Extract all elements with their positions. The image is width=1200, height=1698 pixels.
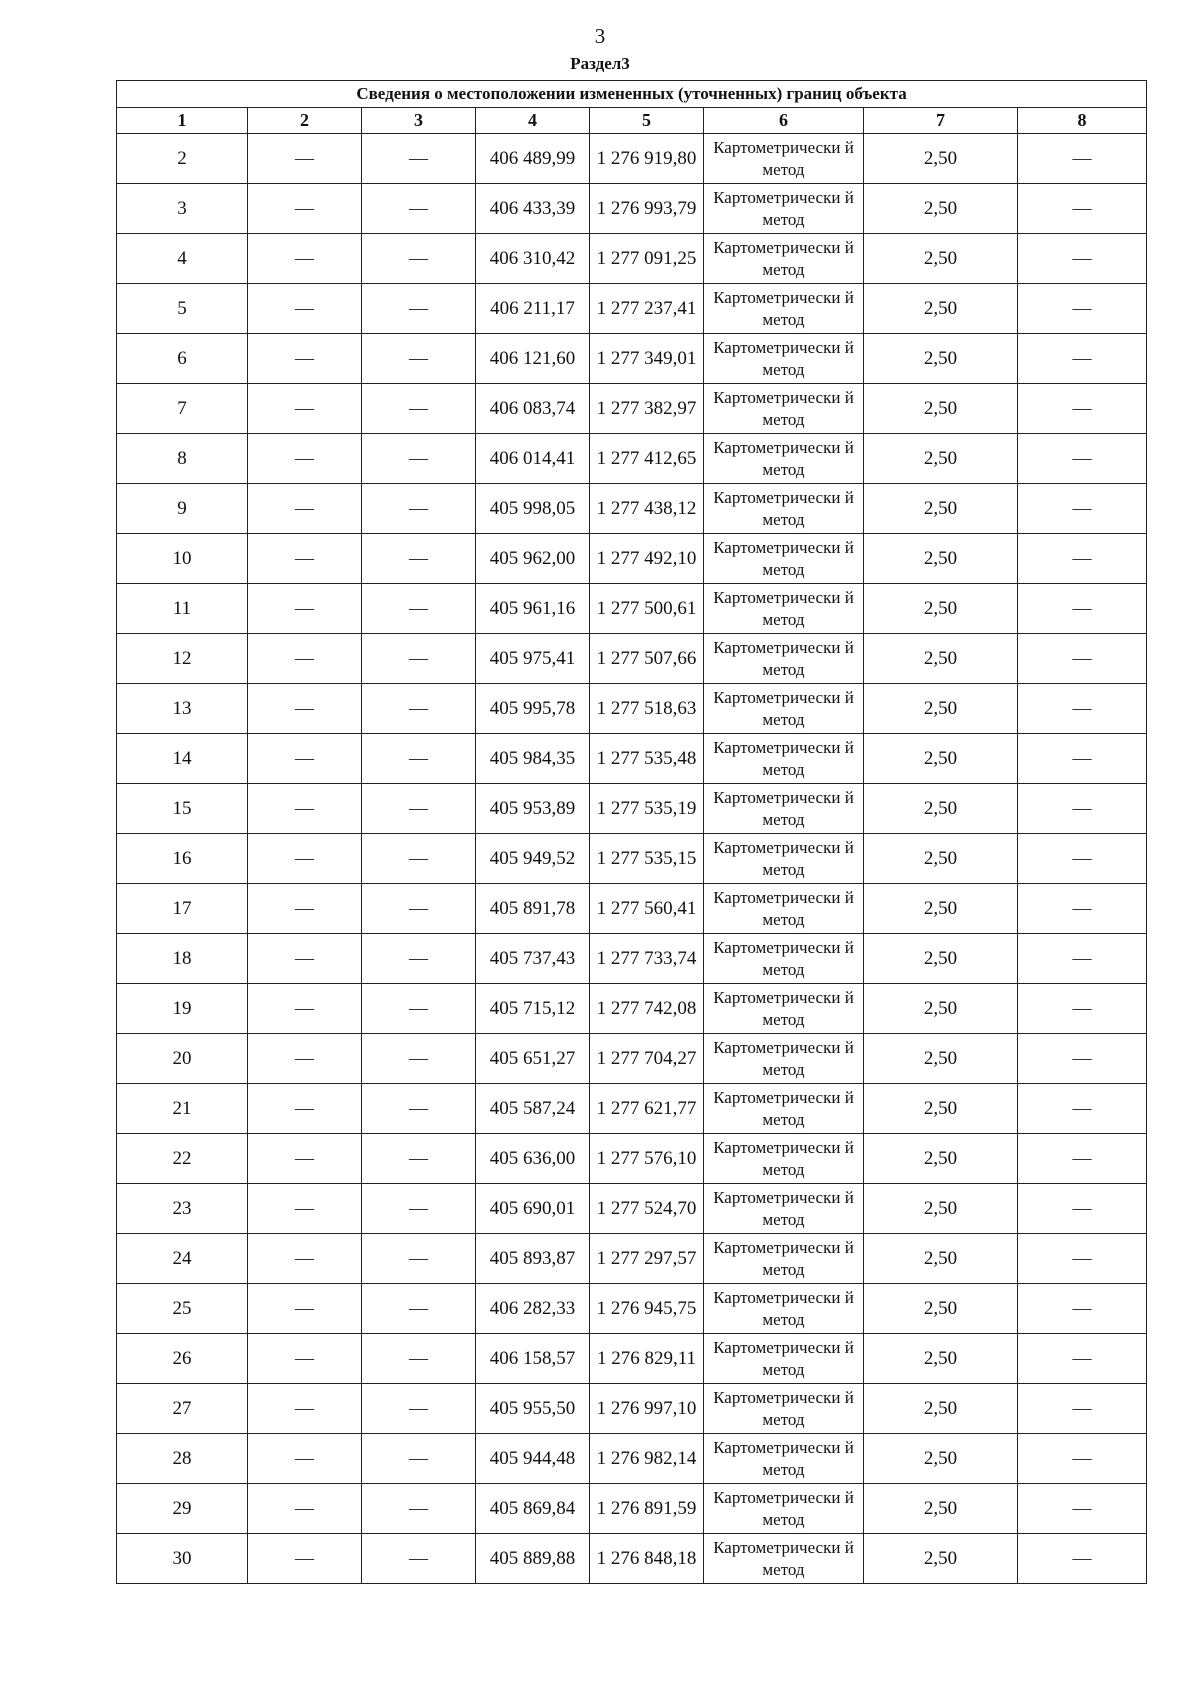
y-coordinate-cell: 1 277 621,77 [590, 1084, 704, 1134]
y-coordinate-cell: 1 276 982,14 [590, 1434, 704, 1484]
dash-cell: — [362, 184, 476, 234]
method-cell: Картометрически й метод [704, 1134, 864, 1184]
table-row [117, 1434, 1147, 1484]
method-cell: Картометрически й метод [704, 384, 864, 434]
y-coordinate-cell: 1 276 891,59 [590, 1484, 704, 1534]
accuracy-cell: 2,50 [864, 934, 1018, 984]
table-row [117, 184, 1147, 234]
column-number: 4 [476, 108, 590, 134]
dash-cell: — [248, 984, 362, 1034]
x-coordinate-cell: 405 891,78 [476, 884, 590, 934]
method-cell: Картометрически й метод [704, 584, 864, 634]
accuracy-cell: 2,50 [864, 534, 1018, 584]
dash-cell: — [248, 634, 362, 684]
accuracy-cell: 2,50 [864, 984, 1018, 1034]
x-coordinate-cell: 405 651,27 [476, 1034, 590, 1084]
accuracy-cell: 2,50 [864, 1084, 1018, 1134]
dash-cell: — [1018, 884, 1147, 934]
table-row [117, 1384, 1147, 1434]
x-coordinate-cell: 405 975,41 [476, 634, 590, 684]
dash-cell: — [362, 1384, 476, 1434]
table-row [117, 384, 1147, 434]
method-cell: Картометрически й метод [704, 234, 864, 284]
y-coordinate-cell: 1 277 507,66 [590, 634, 704, 684]
method-cell: Картометрически й метод [704, 884, 864, 934]
dash-cell: — [362, 1284, 476, 1334]
table-row [117, 634, 1147, 684]
method-cell: Картометрически й метод [704, 484, 864, 534]
dash-cell: — [362, 1084, 476, 1134]
dash-cell: — [248, 1534, 362, 1584]
accuracy-cell: 2,50 [864, 434, 1018, 484]
y-coordinate-cell: 1 276 919,80 [590, 134, 704, 184]
dash-cell: — [248, 1234, 362, 1284]
accuracy-cell: 2,50 [864, 1434, 1018, 1484]
dash-cell: — [362, 1534, 476, 1584]
method-cell: Картометрически й метод [704, 1184, 864, 1234]
y-coordinate-cell: 1 277 438,12 [590, 484, 704, 534]
method-cell: Картометрически й метод [704, 1334, 864, 1384]
table-row [117, 484, 1147, 534]
dash-cell: — [362, 234, 476, 284]
point-number-cell: 8 [117, 434, 248, 484]
dash-cell: — [248, 1384, 362, 1434]
table-row [117, 584, 1147, 634]
dash-cell: — [362, 484, 476, 534]
table-row [117, 1134, 1147, 1184]
dash-cell: — [248, 734, 362, 784]
dash-cell: — [248, 1134, 362, 1184]
dash-cell: — [362, 1334, 476, 1384]
y-coordinate-cell: 1 277 535,19 [590, 784, 704, 834]
dash-cell: — [362, 134, 476, 184]
accuracy-cell: 2,50 [864, 734, 1018, 784]
dash-cell: — [1018, 134, 1147, 184]
y-coordinate-cell: 1 276 997,10 [590, 1384, 704, 1434]
x-coordinate-cell: 405 953,89 [476, 784, 590, 834]
dash-cell: — [362, 1034, 476, 1084]
dash-cell: — [248, 434, 362, 484]
point-number-cell: 16 [117, 834, 248, 884]
table-row [117, 284, 1147, 334]
dash-cell: — [362, 834, 476, 884]
method-cell: Картометрически й метод [704, 284, 864, 334]
dash-cell: — [248, 384, 362, 434]
dash-cell: — [1018, 1034, 1147, 1084]
dash-cell: — [248, 584, 362, 634]
y-coordinate-cell: 1 277 524,70 [590, 1184, 704, 1234]
accuracy-cell: 2,50 [864, 1484, 1018, 1534]
table-row [117, 784, 1147, 834]
point-number-cell: 14 [117, 734, 248, 784]
y-coordinate-cell: 1 276 945,75 [590, 1284, 704, 1334]
point-number-cell: 24 [117, 1234, 248, 1284]
table-row [117, 334, 1147, 384]
x-coordinate-cell: 405 893,87 [476, 1234, 590, 1284]
dash-cell: — [248, 484, 362, 534]
dash-cell: — [248, 1034, 362, 1084]
method-cell: Картометрически й метод [704, 1484, 864, 1534]
accuracy-cell: 2,50 [864, 484, 1018, 534]
dash-cell: — [248, 184, 362, 234]
point-number-cell: 17 [117, 884, 248, 934]
dash-cell: — [1018, 634, 1147, 684]
table-row [117, 1234, 1147, 1284]
table-row [117, 1284, 1147, 1334]
method-cell: Картометрически й метод [704, 1034, 864, 1084]
y-coordinate-cell: 1 276 993,79 [590, 184, 704, 234]
dash-cell: — [362, 684, 476, 734]
table-row [117, 884, 1147, 934]
x-coordinate-cell: 406 158,57 [476, 1334, 590, 1384]
boundary-coordinates-table [116, 80, 1147, 1584]
accuracy-cell: 2,50 [864, 1134, 1018, 1184]
column-numbers-row [117, 108, 1147, 134]
accuracy-cell: 2,50 [864, 634, 1018, 684]
dash-cell: — [248, 934, 362, 984]
column-number: 8 [1018, 108, 1147, 134]
accuracy-cell: 2,50 [864, 184, 1018, 234]
dash-cell: — [1018, 1534, 1147, 1584]
table-row [117, 534, 1147, 584]
dash-cell: — [1018, 1234, 1147, 1284]
y-coordinate-cell: 1 277 742,08 [590, 984, 704, 1034]
dash-cell: — [1018, 1134, 1147, 1184]
dash-cell: — [1018, 1384, 1147, 1434]
dash-cell: — [248, 1084, 362, 1134]
table-row [117, 934, 1147, 984]
dash-cell: — [362, 434, 476, 484]
table-row [117, 1334, 1147, 1384]
column-number: 5 [590, 108, 704, 134]
dash-cell: — [1018, 1184, 1147, 1234]
table-row [117, 1484, 1147, 1534]
dash-cell: — [362, 984, 476, 1034]
accuracy-cell: 2,50 [864, 1234, 1018, 1284]
point-number-cell: 6 [117, 334, 248, 384]
y-coordinate-cell: 1 277 412,65 [590, 434, 704, 484]
accuracy-cell: 2,50 [864, 1034, 1018, 1084]
point-number-cell: 9 [117, 484, 248, 534]
column-number: 3 [362, 108, 476, 134]
dash-cell: — [248, 1284, 362, 1334]
x-coordinate-cell: 406 489,99 [476, 134, 590, 184]
x-coordinate-cell: 405 869,84 [476, 1484, 590, 1534]
accuracy-cell: 2,50 [864, 784, 1018, 834]
x-coordinate-cell: 405 587,24 [476, 1084, 590, 1134]
accuracy-cell: 2,50 [864, 234, 1018, 284]
dash-cell: — [362, 934, 476, 984]
method-cell: Картометрически й метод [704, 334, 864, 384]
point-number-cell: 18 [117, 934, 248, 984]
point-number-cell: 27 [117, 1384, 248, 1434]
dash-cell: — [1018, 984, 1147, 1034]
dash-cell: — [248, 1334, 362, 1384]
x-coordinate-cell: 405 995,78 [476, 684, 590, 734]
x-coordinate-cell: 405 944,48 [476, 1434, 590, 1484]
x-coordinate-cell: 405 889,88 [476, 1534, 590, 1584]
method-cell: Картометрически й метод [704, 934, 864, 984]
method-cell: Картометрически й метод [704, 1284, 864, 1334]
point-number-cell: 26 [117, 1334, 248, 1384]
x-coordinate-cell: 405 949,52 [476, 834, 590, 884]
section-title: Раздел3 [570, 54, 630, 73]
method-cell: Картометрически й метод [704, 1534, 864, 1584]
y-coordinate-cell: 1 277 535,48 [590, 734, 704, 784]
y-coordinate-cell: 1 277 518,63 [590, 684, 704, 734]
dash-cell: — [248, 684, 362, 734]
y-coordinate-cell: 1 277 349,01 [590, 334, 704, 384]
x-coordinate-cell: 405 998,05 [476, 484, 590, 534]
x-coordinate-cell: 406 121,60 [476, 334, 590, 384]
method-cell: Картометрически й метод [704, 134, 864, 184]
point-number-cell: 10 [117, 534, 248, 584]
point-number-cell: 4 [117, 234, 248, 284]
y-coordinate-cell: 1 277 733,74 [590, 934, 704, 984]
y-coordinate-cell: 1 277 576,10 [590, 1134, 704, 1184]
method-cell: Картометрически й метод [704, 434, 864, 484]
dash-cell: — [1018, 234, 1147, 284]
y-coordinate-cell: 1 277 091,25 [590, 234, 704, 284]
point-number-cell: 2 [117, 134, 248, 184]
method-cell: Картометрически й метод [704, 784, 864, 834]
method-cell: Картометрически й метод [704, 1434, 864, 1484]
dash-cell: — [1018, 284, 1147, 334]
method-cell: Картометрически й метод [704, 534, 864, 584]
table-body [117, 134, 1147, 1584]
x-coordinate-cell: 406 282,33 [476, 1284, 590, 1334]
dash-cell: — [362, 1184, 476, 1234]
dash-cell: — [362, 1134, 476, 1184]
table-caption: Сведения о местоположении измененных (уточненных) границ объекта [117, 81, 1147, 108]
point-number-cell: 23 [117, 1184, 248, 1234]
dash-cell: — [362, 334, 476, 384]
point-number-cell: 11 [117, 584, 248, 634]
x-coordinate-cell: 406 211,17 [476, 284, 590, 334]
dash-cell: — [1018, 734, 1147, 784]
dash-cell: — [362, 1434, 476, 1484]
table-row [117, 134, 1147, 184]
point-number-cell: 30 [117, 1534, 248, 1584]
y-coordinate-cell: 1 277 535,15 [590, 834, 704, 884]
dash-cell: — [248, 134, 362, 184]
table-row [117, 984, 1147, 1034]
dash-cell: — [1018, 434, 1147, 484]
dash-cell: — [362, 634, 476, 684]
table-row [117, 434, 1147, 484]
x-coordinate-cell: 405 984,35 [476, 734, 590, 784]
y-coordinate-cell: 1 277 560,41 [590, 884, 704, 934]
y-coordinate-cell: 1 276 829,11 [590, 1334, 704, 1384]
dash-cell: — [362, 284, 476, 334]
dash-cell: — [1018, 1084, 1147, 1134]
dash-cell: — [248, 284, 362, 334]
dash-cell: — [1018, 934, 1147, 984]
dash-cell: — [248, 1484, 362, 1534]
x-coordinate-cell: 406 014,41 [476, 434, 590, 484]
dash-cell: — [248, 334, 362, 384]
column-number: 7 [864, 108, 1018, 134]
x-coordinate-cell: 406 433,39 [476, 184, 590, 234]
x-coordinate-cell: 405 715,12 [476, 984, 590, 1034]
y-coordinate-cell: 1 277 500,61 [590, 584, 704, 634]
point-number-cell: 22 [117, 1134, 248, 1184]
table-row [117, 1534, 1147, 1584]
accuracy-cell: 2,50 [864, 1334, 1018, 1384]
dash-cell: — [362, 784, 476, 834]
dash-cell: — [1018, 384, 1147, 434]
accuracy-cell: 2,50 [864, 834, 1018, 884]
y-coordinate-cell: 1 277 237,41 [590, 284, 704, 334]
point-number-cell: 21 [117, 1084, 248, 1134]
dash-cell: — [1018, 584, 1147, 634]
dash-cell: — [248, 784, 362, 834]
x-coordinate-cell: 405 961,16 [476, 584, 590, 634]
table-row [117, 234, 1147, 284]
page-number: 3 [594, 24, 606, 48]
point-number-cell: 25 [117, 1284, 248, 1334]
accuracy-cell: 2,50 [864, 884, 1018, 934]
x-coordinate-cell: 405 737,43 [476, 934, 590, 984]
accuracy-cell: 2,50 [864, 1184, 1018, 1234]
point-number-cell: 5 [117, 284, 248, 334]
method-cell: Картометрически й метод [704, 984, 864, 1034]
dash-cell: — [248, 534, 362, 584]
method-cell: Картометрически й метод [704, 184, 864, 234]
dash-cell: — [1018, 1484, 1147, 1534]
x-coordinate-cell: 405 636,00 [476, 1134, 590, 1184]
dash-cell: — [1018, 1434, 1147, 1484]
accuracy-cell: 2,50 [864, 1284, 1018, 1334]
y-coordinate-cell: 1 277 297,57 [590, 1234, 704, 1284]
dash-cell: — [362, 1234, 476, 1284]
dash-cell: — [1018, 534, 1147, 584]
accuracy-cell: 2,50 [864, 684, 1018, 734]
dash-cell: — [1018, 184, 1147, 234]
x-coordinate-cell: 405 955,50 [476, 1384, 590, 1434]
table-row [117, 1034, 1147, 1084]
x-coordinate-cell: 405 690,01 [476, 1184, 590, 1234]
dash-cell: — [1018, 334, 1147, 384]
dash-cell: — [362, 584, 476, 634]
dash-cell: — [362, 1484, 476, 1534]
table-row [117, 734, 1147, 784]
accuracy-cell: 2,50 [864, 1534, 1018, 1584]
method-cell: Картометрически й метод [704, 1384, 864, 1434]
dash-cell: — [362, 884, 476, 934]
y-coordinate-cell: 1 277 382,97 [590, 384, 704, 434]
accuracy-cell: 2,50 [864, 1384, 1018, 1434]
point-number-cell: 12 [117, 634, 248, 684]
method-cell: Картометрически й метод [704, 1234, 864, 1284]
dash-cell: — [362, 734, 476, 784]
accuracy-cell: 2,50 [864, 134, 1018, 184]
point-number-cell: 7 [117, 384, 248, 434]
table-row [117, 1084, 1147, 1134]
dash-cell: — [1018, 1284, 1147, 1334]
method-cell: Картометрически й метод [704, 834, 864, 884]
point-number-cell: 20 [117, 1034, 248, 1084]
point-number-cell: 3 [117, 184, 248, 234]
dash-cell: — [248, 1434, 362, 1484]
table-row [117, 684, 1147, 734]
dash-cell: — [248, 884, 362, 934]
column-number: 1 [117, 108, 248, 134]
dash-cell: — [1018, 684, 1147, 734]
point-number-cell: 28 [117, 1434, 248, 1484]
dash-cell: — [1018, 484, 1147, 534]
x-coordinate-cell: 405 962,00 [476, 534, 590, 584]
y-coordinate-cell: 1 277 492,10 [590, 534, 704, 584]
dash-cell: — [1018, 784, 1147, 834]
column-number: 2 [248, 108, 362, 134]
method-cell: Картометрически й метод [704, 684, 864, 734]
accuracy-cell: 2,50 [864, 334, 1018, 384]
column-number: 6 [704, 108, 864, 134]
point-number-cell: 29 [117, 1484, 248, 1534]
y-coordinate-cell: 1 277 704,27 [590, 1034, 704, 1084]
dash-cell: — [248, 234, 362, 284]
point-number-cell: 15 [117, 784, 248, 834]
accuracy-cell: 2,50 [864, 284, 1018, 334]
point-number-cell: 19 [117, 984, 248, 1034]
y-coordinate-cell: 1 276 848,18 [590, 1534, 704, 1584]
dash-cell: — [1018, 834, 1147, 884]
method-cell: Картометрически й метод [704, 734, 864, 784]
dash-cell: — [362, 384, 476, 434]
x-coordinate-cell: 406 083,74 [476, 384, 590, 434]
table-header [117, 81, 1147, 134]
x-coordinate-cell: 406 310,42 [476, 234, 590, 284]
dash-cell: — [1018, 1334, 1147, 1384]
dash-cell: — [248, 1184, 362, 1234]
method-cell: Картометрически й метод [704, 1084, 864, 1134]
method-cell: Картометрически й метод [704, 634, 864, 684]
point-number-cell: 13 [117, 684, 248, 734]
table-row [117, 1184, 1147, 1234]
accuracy-cell: 2,50 [864, 384, 1018, 434]
accuracy-cell: 2,50 [864, 584, 1018, 634]
dash-cell: — [362, 534, 476, 584]
table-row [117, 834, 1147, 884]
dash-cell: — [248, 834, 362, 884]
